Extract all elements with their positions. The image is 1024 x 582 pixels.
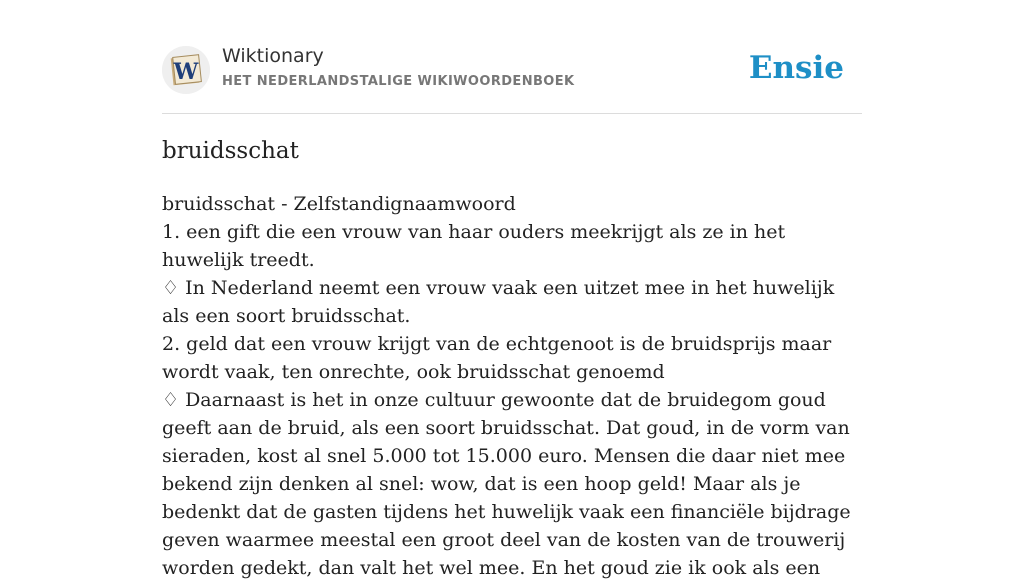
site-title[interactable]: Wiktionary [222, 45, 324, 67]
definition-sense-1: 1. een gift die een vrouw van haar ouders meekrijgt als ze in het huwelijk treedt. [162, 221, 786, 271]
definition-body [162, 190, 867, 582]
definition-example-2: ♢ Daarnaast is het in onze cultuur gewoonte dat de bruidegom goud geeft aan de bruid, als een soort bruidsschat. Dat goud, in de vorm van sieraden, kost al snel 5.000 tot 15.000 euro. Mensen die daar niet mee bekend zijn denken al snel: wow, dat is een hoop geld! Maar als je bedenkt dat de gasten tijdens het huwelijk vaak een financiële bijdrage geven waarmee meestal een groot deel van de kosten van de trouwerij worden gedekt, dan valt het wel mee. En het goud zie ik ook als een [162, 389, 851, 579]
wiktionary-logo-icon[interactable] [162, 46, 210, 94]
ensie-brand-link[interactable]: Ensie [748, 50, 844, 86]
site-subtitle: HET NEDERLANDSTALIGE WIKIWOORDENBOEK [222, 74, 575, 89]
page [162, 0, 862, 579]
page-title: bruidsschat [162, 138, 299, 164]
definition-heading: bruidsschat - Zelfstandignaamwoord [162, 193, 516, 215]
logo-letter: W [173, 59, 199, 85]
definition-sense-2: 2. geld dat een vrouw krijgt van de echtgenoot is de bruidsprijs maar wordt vaak, ten onrechte, ook bruidsschat genoemd [162, 333, 832, 383]
site-header [162, 0, 862, 114]
definition-example-1: ♢ In Nederland neemt een vrouw vaak een uitzet mee in het huwelijk als een soort bruidsschat. [162, 277, 835, 327]
